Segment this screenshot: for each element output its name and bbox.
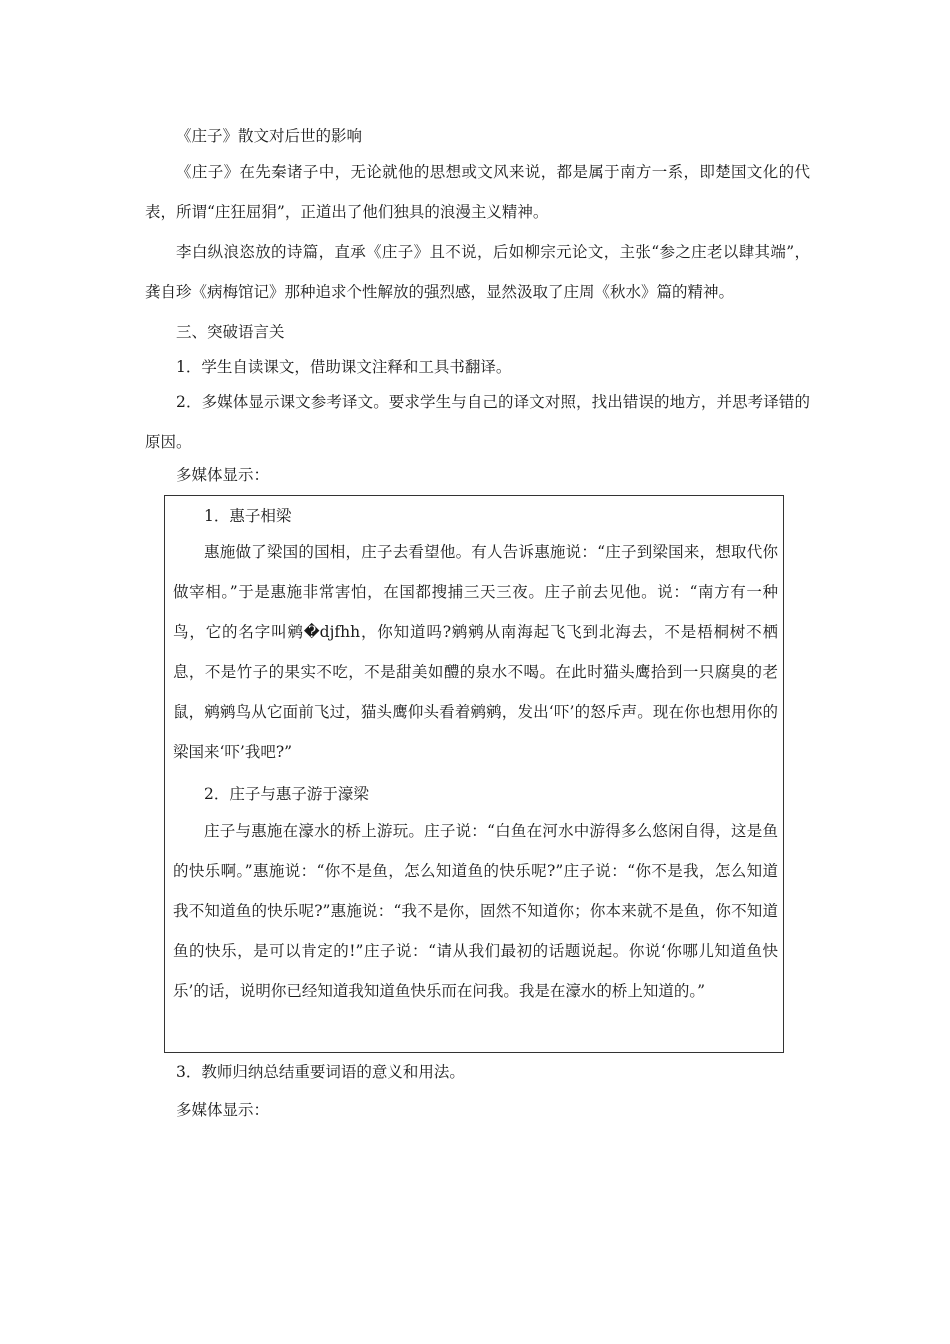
- box-title-haoliang: 2．庄子与惠子游于濠梁: [204, 785, 369, 803]
- box-text-huizi: 惠施做了梁国的国相，庄子去看望他。有人告诉惠施说：“庄子到梁国来，想取代你做宰相。”于是惠施非常害怕，在国都搜捕三天三夜。庄子前去见他。说：“南方有一种鸟，它的名字叫鹓�djfhh，你知道吗?鹓鹓从南海起飞飞到北海去，不是梧桐树不栖息，不是竹子的果实不吃，不是甜美如醴的泉水不喝。在此时猫头鹰拾到一只腐臭的老鼠，鹓鹓鸟从它面前飞过，猫头鹰仰头看着鹓鹓，发出‘吓’的怒斥声。现在你也想用你的梁国来‘吓’我吧?”: [173, 543, 778, 761]
- paragraph-chu-culture: 《庄子》在先秦诸子中，无论就他的思想或文风来说，都是属于南方一系，即楚国文化的代表，所谓“庄狂屈狷”，正道出了他们独具的浪漫主义精神。: [145, 163, 810, 221]
- box-text-haoliang: 庄子与惠施在濠水的桥上游玩。庄子说：“白鱼在河水中游得多么悠闲自得，这是鱼的快乐啊。”惠施说：“你不是鱼，怎么知道鱼的快乐呢?”庄子说：“你不是我，怎么知道我不知道鱼的快乐呢?”惠施说：“我不是你，固然不知道你；你本来就不是鱼，你不知道鱼的快乐，是可以肯定的!”庄子说：“请从我们最初的话题说起。你说‘你哪儿知道鱼快乐’的话，说明你已经知道我知道鱼快乐而在问我。我是在濠水的桥上知道的。”: [173, 822, 778, 1000]
- section-heading: 《庄子》散文对后世的影响: [176, 127, 363, 145]
- box-title-huizi: 1．惠子相梁: [204, 507, 292, 525]
- step-1-text: 1．学生自读课文，借助课文注释和工具书翻译。: [176, 358, 512, 376]
- step-2-text: 2．多媒体显示课文参考译文。要求学生与自己的译文对照，找出错误的地方，并思考译错的原因。: [145, 393, 810, 451]
- step-3-text: 3．教师归纳总结重要词语的意义和用法。: [176, 1063, 465, 1081]
- section-title-language: 三、突破语言关: [176, 323, 285, 341]
- translation-box: [164, 495, 784, 1053]
- multimedia-label: 多媒体显示：: [176, 466, 270, 484]
- multimedia-label-2: 多媒体显示：: [176, 1101, 270, 1119]
- paragraph-later-influence: 李白纵浪恣放的诗篇，直承《庄子》且不说，后如柳宗元论文，主张“参之庄老以肆其端”，龚自珍《病梅馆记》那种追求个性解放的强烈感，显然汲取了庄周《秋水》篇的精神。: [145, 243, 810, 301]
